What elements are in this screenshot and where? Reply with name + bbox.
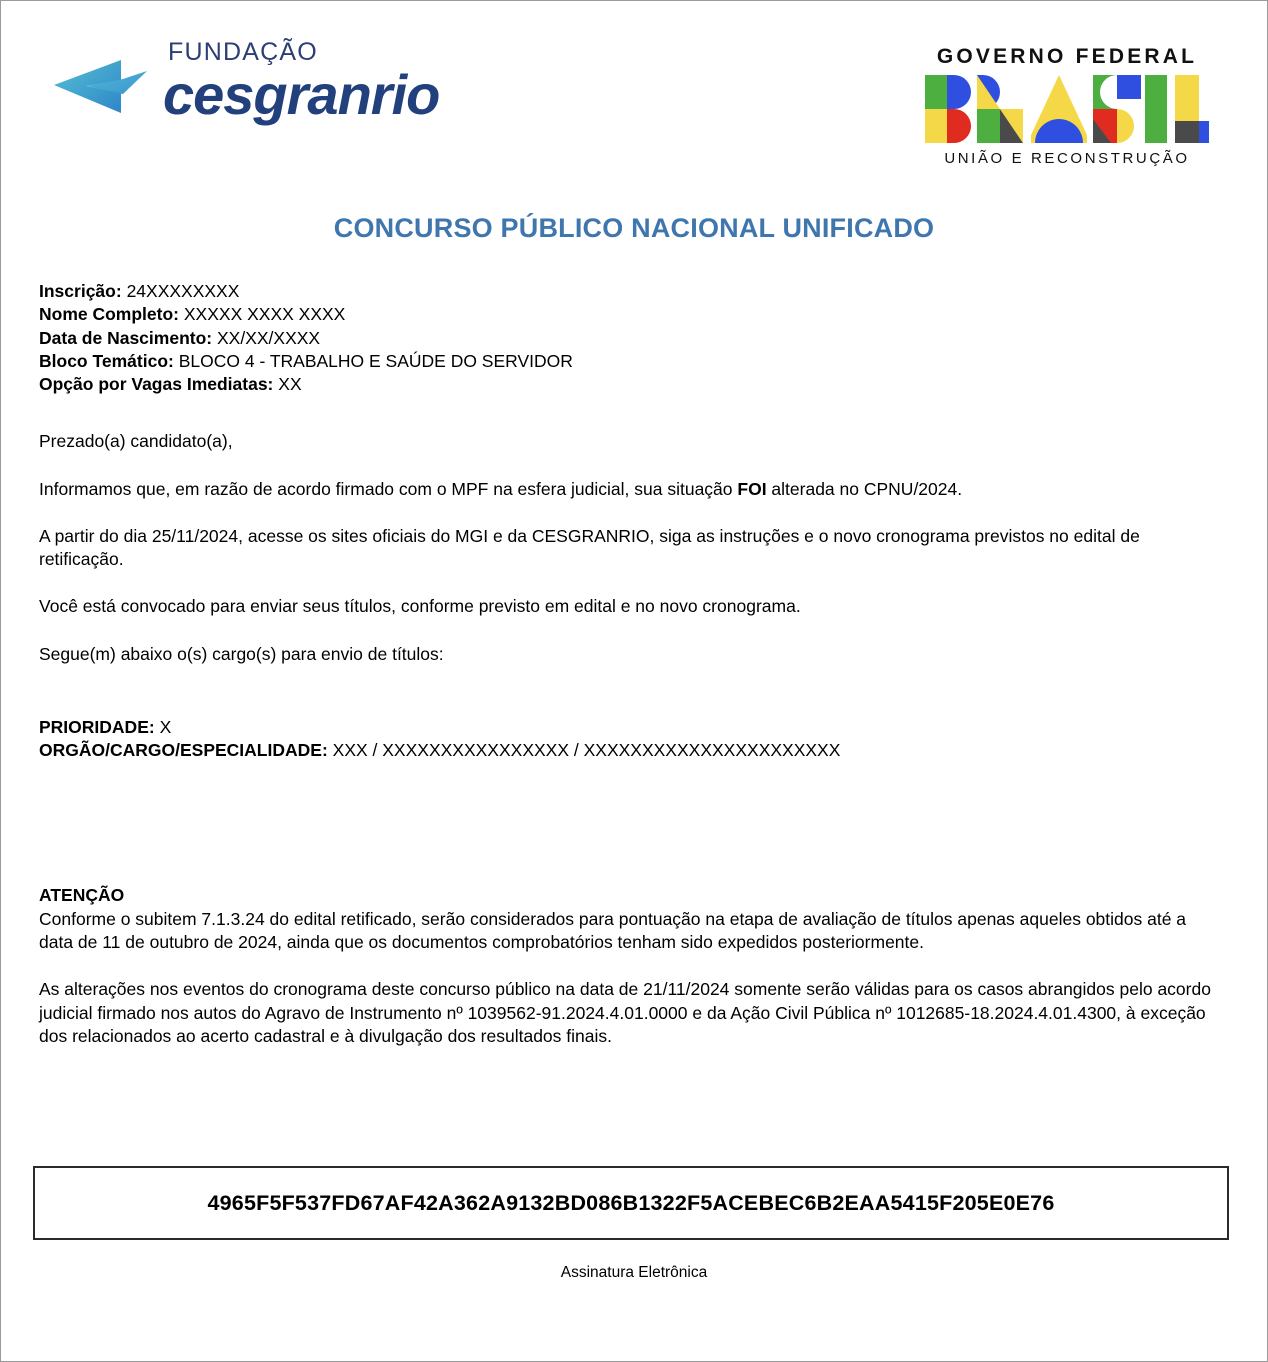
cargo-intro-paragraph: Segue(m) abaixo o(s) cargo(s) para envio de títulos: <box>39 643 444 664</box>
status-emphasis: FOI <box>737 478 767 499</box>
candidate-field-nascimento <box>39 327 1219 350</box>
signature-caption: Assinatura Eletrônica <box>560 1264 708 1282</box>
instructions-paragraph: A partir do dia 25/11/2024, acesse os sites oficiais do MGI e da CESGRANRIO, siga as instruções e o novo cronograma previstos no edital de retificação. <box>39 525 1140 570</box>
cargo-orgao-line <box>39 739 1219 762</box>
candidate-field-nome <box>39 303 1219 326</box>
atencao-paragraph-1: Conforme o subitem 7.1.3.24 do edital retificado, serão considerados para pontuação na etapa de avaliação de títulos apenas aqueles obtidos até a data de 11 de outubro de 2024, ainda que os documentos comprobatórios tenham sido expedidos posteriormente. <box>39 908 1187 952</box>
page-title: CONCURSO PÚBLICO NACIONAL UNIFICADO <box>333 213 935 243</box>
cargo-prioridade-label: PRIORIDADE: <box>39 716 155 737</box>
governo-federal-label: GOVERNO FEDERAL <box>936 45 1198 68</box>
atencao-section <box>39 884 1219 1048</box>
signature-hash: 4965F5F537FD67AF42A362A9132BD086B1322F5ACEBEC6B2EAA5415F205E0E76 <box>207 1190 1055 1215</box>
cesgranrio-name: cesgranrio <box>163 62 440 126</box>
spacer <box>39 762 1219 884</box>
candidate-field-value: XX <box>278 374 302 395</box>
signature-hash-box <box>33 1166 1229 1240</box>
candidate-field-label: Data de Nascimento: <box>39 327 213 348</box>
greeting-paragraph: Prezado(a) candidato(a), <box>39 431 233 452</box>
cargo-prioridade-value: X <box>159 716 172 737</box>
candidate-field-vagas <box>39 373 1219 396</box>
cargo-orgao-value: XXX / XXXXXXXXXXXXXXXX / XXXXXXXXXXXXXXXXXXXXXX <box>332 740 841 761</box>
cesgranrio-foundation-label: FUNDAÇÃO <box>168 37 318 66</box>
status-text-before: Informamos que, em razão de acordo firmado com o MPF na esfera judicial, sua situação <box>39 478 738 499</box>
cesgranrio-logo <box>51 37 440 126</box>
document-content <box>1 280 1267 1048</box>
candidate-field-label: Opção por Vagas Imediatas: <box>39 374 274 395</box>
candidate-info-block <box>39 280 1219 396</box>
convocation-paragraph: Você está convocado para enviar seus títulos, conforme previsto em edital e no novo cronograma. <box>39 596 801 617</box>
status-text-after: alterada no CPNU/2024. <box>766 478 963 499</box>
candidate-field-value: 24XXXXXXXX <box>126 281 240 301</box>
document-header <box>1 1 1267 167</box>
candidate-field-value: BLOCO 4 - TRABALHO E SAÚDE DO SERVIDOR <box>178 350 573 371</box>
atencao-heading: ATENÇÃO <box>39 885 125 906</box>
candidate-field-value: XX/XX/XXXX <box>216 327 321 348</box>
status-paragraph <box>39 478 1219 501</box>
cesgranrio-mark-icon <box>51 55 149 123</box>
candidate-field-label: Bloco Temático: <box>39 350 174 371</box>
candidate-field-value: XXXXX XXXX XXXX <box>183 304 346 325</box>
atencao-paragraph-2: As alterações nos eventos do cronograma deste concurso público na data de 21/11/2024 somente serão válidas para os casos abrangidos pelo acordo judicial firmado nos autos do Agravo de Instrumento nº 1039562-91.2024.4.01.0000 e da Ação Civil Pública nº 1012685-18.2024.4.01.4300, à exceção dos relacionados ao acerto cadastral e à divulgação dos resultados finais. <box>39 979 1211 1046</box>
cargo-orgao-label: ORGÃO/CARGO/ESPECIALIDADE: <box>39 740 328 761</box>
cargo-block <box>39 716 1219 763</box>
candidate-field-bloco <box>39 350 1219 373</box>
candidate-field-label: Inscrição: <box>39 281 122 301</box>
cargo-prioridade-line <box>39 716 1219 739</box>
candidate-field-inscricao <box>39 280 1219 303</box>
brasil-wordmark-icon <box>925 75 1209 143</box>
governo-federal-tagline: UNIÃO E RECONSTRUÇÃO <box>944 150 1190 167</box>
governo-federal-logo <box>925 45 1209 167</box>
candidate-field-label: Nome Completo: <box>39 304 179 325</box>
cesgranrio-logo-text <box>163 37 440 126</box>
